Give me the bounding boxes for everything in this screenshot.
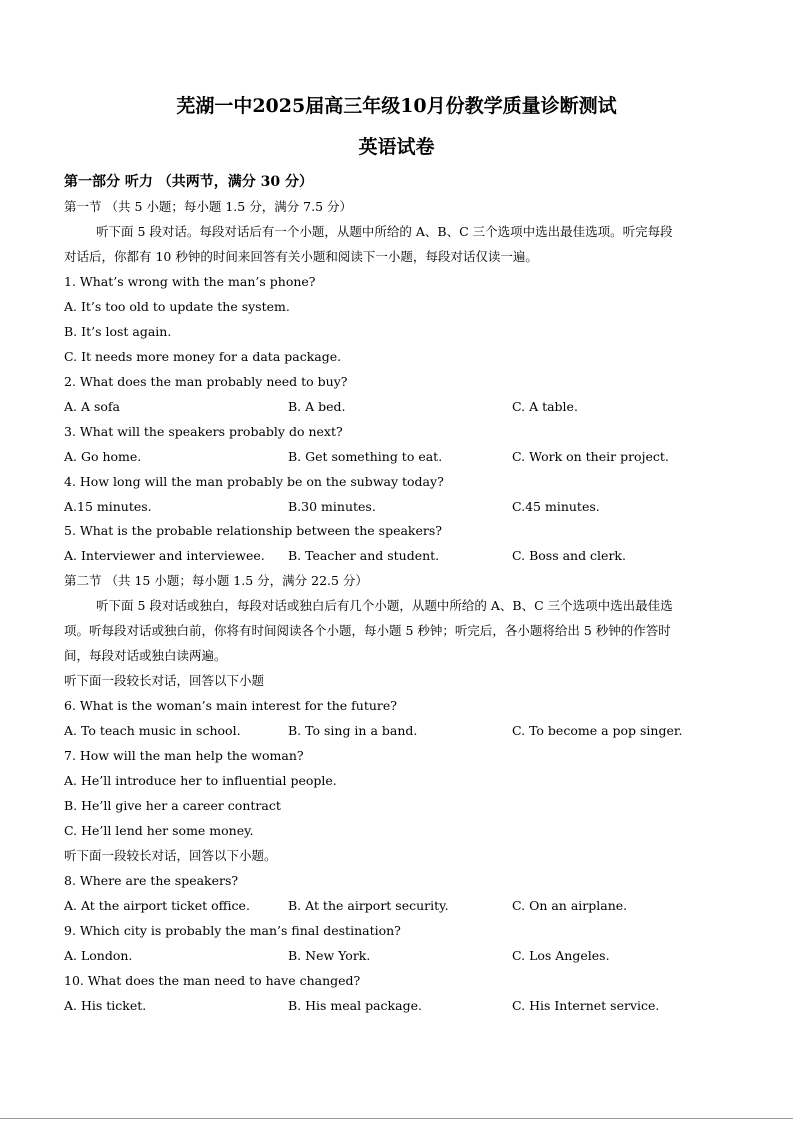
question-8: 8. Where are the speakers?: [64, 873, 239, 888]
q2-option-c: C. A table.: [512, 399, 578, 414]
question-4: 4. How long will the man probably be on the subway today?: [64, 474, 444, 489]
dialogue-note-8-10: 听下面一段较长对话，回答以下小题。: [64, 848, 277, 863]
question-3: 3. What will the speakers probably do next?: [64, 424, 343, 439]
q1-option-c: C. It needs more money for a data package.: [64, 349, 342, 364]
q7-option-c: C. He’ll lend her some money.: [64, 823, 254, 838]
question-2: 2. What does the man probably need to buy?: [64, 374, 348, 389]
question-6: 6. What is the woman’s main interest for the future?: [64, 698, 397, 713]
section2-instructions-1: 听下面 5 段对话或独白，每段对话或独白后有几个小题，从题中所给的 A、B、C 三个选项中选出最佳选: [96, 598, 673, 613]
q10-option-a: A. His ticket.: [64, 998, 147, 1013]
q1-option-b: B. It’s lost again.: [64, 324, 172, 339]
q8-option-b: B. At the airport security.: [288, 898, 449, 913]
q5-option-b: B. Teacher and student.: [288, 548, 440, 563]
q10-option-c: C. His Internet service.: [512, 998, 660, 1013]
q5-option-c: C. Boss and clerk.: [512, 548, 626, 563]
section2-heading: 第二节 （共 15 小题；每小题 1.5 分，满分 22.5 分）: [64, 573, 368, 588]
q9-option-c: C. Los Angeles.: [512, 948, 610, 963]
q7-option-a: A. He’ll introduce her to influential people.: [64, 773, 337, 788]
q6-option-b: B. To sing in a band.: [288, 723, 418, 738]
section2-instructions-2: 项。听每段对话或独白前，你将有时间阅读各个小题，每小题 5 秒钟；听完后，各小题将给出 5 秒钟的作答时: [64, 623, 671, 638]
q8-option-c: C. On an airplane.: [512, 898, 628, 913]
q7-option-b: B. He’ll give her a career contract: [64, 798, 281, 813]
section1-heading: 第一节 （共 5 小题；每小题 1.5 分，满分 7.5 分）: [64, 199, 353, 214]
q4-option-a: A.15 minutes.: [64, 499, 152, 514]
q3-option-a: A. Go home.: [64, 449, 142, 464]
part1-heading: 第一部分 听力 （共两节，满分 30 分）: [64, 174, 313, 190]
q4-option-b: B.30 minutes.: [288, 499, 376, 514]
section1-instructions-1: 听下面 5 段对话。每段对话后有一个小题，从题中所给的 A、B、C 三个选项中选出最佳选项。听完每段: [96, 224, 673, 239]
page-bottom-divider: [0, 1118, 793, 1119]
question-5: 5. What is the probable relationship between the speakers?: [64, 523, 442, 538]
q2-option-a: A. A sofa: [64, 399, 120, 414]
q9-option-b: B. New York.: [288, 948, 371, 963]
q3-option-b: B. Get something to eat.: [288, 449, 443, 464]
q6-option-c: C. To become a pop singer.: [512, 723, 683, 738]
q10-option-b: B. His meal package.: [288, 998, 422, 1013]
question-10: 10. What does the man need to have changed?: [64, 973, 361, 988]
dialogue-note-6-7: 听下面一段较长对话，回答以下小题: [64, 673, 265, 688]
q9-option-a: A. London.: [64, 948, 133, 963]
q1-option-a: A. It’s too old to update the system.: [64, 299, 290, 314]
q4-option-c: C.45 minutes.: [512, 499, 600, 514]
q2-option-b: B. A bed.: [288, 399, 346, 414]
section1-instructions-2: 对话后，你都有 10 秒钟的时间来回答有关小题和阅读下一小题，每段对话仅读一遍。: [64, 249, 538, 264]
question-1: 1. What’s wrong with the man’s phone?: [64, 274, 316, 289]
q6-option-a: A. To teach music in school.: [64, 723, 241, 738]
exam-title: 芜湖一中2025届高三年级10月份教学质量诊断测试: [176, 95, 617, 117]
question-9: 9. Which city is probably the man’s final destination?: [64, 923, 401, 938]
exam-subtitle: 英语试卷: [358, 136, 435, 158]
q5-option-a: A. Interviewer and interviewee.: [64, 548, 265, 563]
q8-option-a: A. At the airport ticket office.: [64, 898, 250, 913]
q3-option-c: C. Work on their project.: [512, 449, 669, 464]
question-7: 7. How will the man help the woman?: [64, 748, 304, 763]
section2-instructions-3: 间，每段对话或独白读两遍。: [64, 648, 227, 663]
